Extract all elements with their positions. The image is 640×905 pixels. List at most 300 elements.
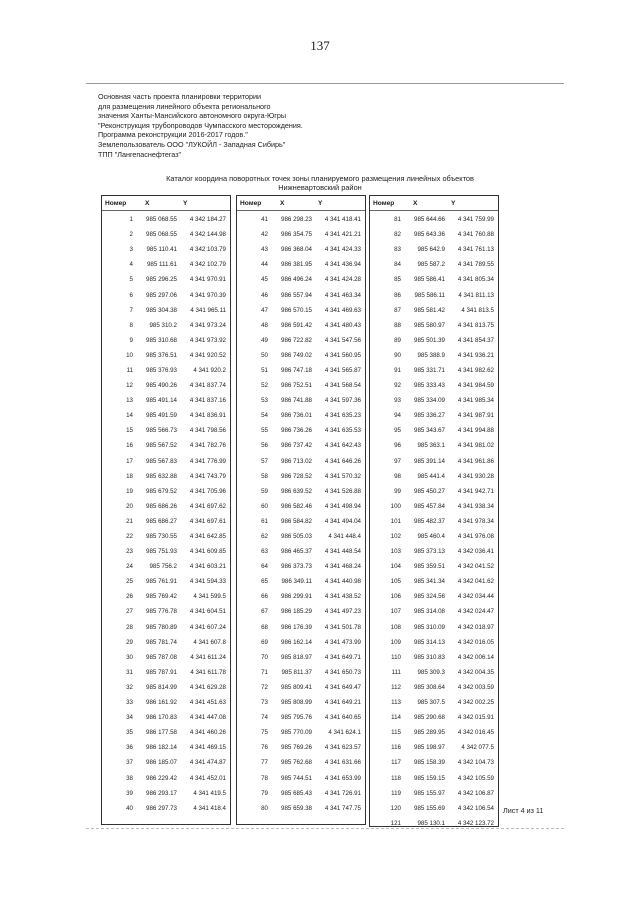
- x-coordinate: 986 373.73: [281, 563, 312, 571]
- table-row: [237, 529, 365, 544]
- point-number: 12: [126, 382, 133, 390]
- y-coordinate: 4 341 497.23: [324, 608, 361, 616]
- y-coordinate: 4 341 611.78: [190, 668, 226, 676]
- x-coordinate: 985 781.74: [146, 638, 177, 646]
- y-coordinate: 4 342 004.35: [457, 668, 494, 676]
- x-coordinate: 986 465.37: [281, 548, 312, 556]
- table-row: [370, 378, 498, 393]
- y-coordinate: 4 341 526.88: [324, 487, 361, 495]
- point-number: 65: [261, 578, 268, 586]
- table-row: [237, 680, 365, 695]
- y-coordinate: 4 341 789.55: [457, 261, 494, 269]
- table-row: [237, 363, 365, 378]
- point-number: 72: [261, 683, 268, 691]
- y-coordinate: 4 341 798.56: [189, 427, 226, 435]
- point-number: 110: [391, 653, 401, 661]
- y-coordinate: 4 341 759.99: [457, 216, 494, 224]
- header-line: "Реконструкция трубопроводов Чумпасского месторождения.: [98, 120, 303, 130]
- x-coordinate: 985 289.95: [414, 729, 445, 737]
- point-number: 11: [126, 366, 133, 374]
- point-number: 87: [394, 306, 401, 314]
- y-coordinate: 4 341 594.33: [189, 578, 226, 586]
- y-coordinate: 4 341 985.34: [457, 397, 494, 405]
- point-number: 21: [126, 517, 133, 525]
- table-row: [102, 786, 230, 801]
- x-coordinate: 985 460.4: [417, 533, 445, 541]
- point-number: 39: [126, 789, 133, 797]
- table-row: [237, 514, 365, 529]
- y-coordinate: 4 341 938.34: [457, 502, 494, 510]
- y-coordinate: 4 342 123.72: [457, 819, 494, 827]
- point-number: 109: [390, 638, 401, 646]
- table-row: [237, 393, 365, 408]
- point-number: 4: [129, 261, 133, 269]
- y-coordinate: 4 341 705.96: [189, 487, 226, 495]
- x-coordinate: 985 685.43: [281, 789, 312, 797]
- point-number: 105: [390, 578, 401, 586]
- x-coordinate: 985 290.68: [414, 714, 445, 722]
- point-number: 91: [394, 366, 401, 374]
- y-coordinate: 4 341 811.13: [458, 291, 494, 299]
- x-coordinate: 986 752.51: [281, 382, 312, 390]
- x-coordinate: 985 373.13: [414, 548, 445, 556]
- x-coordinate: 986 584.82: [281, 517, 312, 525]
- x-coordinate: 985 751.93: [146, 548, 177, 556]
- point-number: 76: [261, 744, 268, 752]
- x-coordinate: 985 814.99: [146, 683, 177, 691]
- table-row: [370, 333, 498, 348]
- table-row: [102, 333, 230, 348]
- y-coordinate: 4 341 726.91: [324, 789, 361, 797]
- table-row: [102, 287, 230, 302]
- sheet-label: Лист 4 из 11: [503, 806, 544, 815]
- point-number: 57: [261, 457, 268, 465]
- header-number: Номер: [105, 199, 127, 207]
- x-coordinate: 986 505.03: [281, 533, 312, 541]
- table-row: [370, 318, 498, 333]
- y-coordinate: 4 341 942.71: [457, 487, 494, 495]
- x-coordinate: 986 185.07: [146, 759, 177, 767]
- table-row: [102, 695, 230, 710]
- y-coordinate: 4 341 976.08: [457, 533, 494, 541]
- x-coordinate: 985 297.06: [146, 291, 177, 299]
- point-number: 2: [129, 231, 133, 239]
- x-coordinate: 985 324.56: [414, 593, 445, 601]
- y-coordinate: 4 341 813.5: [461, 306, 494, 314]
- x-coordinate: 986 349.11: [281, 578, 312, 586]
- y-coordinate: 4 341 498.94: [324, 502, 361, 510]
- y-coordinate: 4 341 747.75: [324, 804, 361, 812]
- point-number: 115: [391, 729, 401, 737]
- point-number: 56: [261, 442, 268, 450]
- point-number: 10: [126, 351, 133, 359]
- x-coordinate: 986 713.02: [281, 457, 312, 465]
- y-coordinate: 4 341 978.34: [457, 517, 494, 525]
- point-number: 20: [126, 502, 133, 510]
- table-row: [102, 680, 230, 695]
- y-coordinate: 4 341 603.21: [189, 563, 226, 571]
- x-coordinate: 985 566.73: [146, 427, 177, 435]
- y-coordinate: 4 342 106.87: [457, 789, 494, 797]
- point-number: 70: [261, 653, 268, 661]
- point-number: 59: [261, 487, 268, 495]
- table-row: [370, 484, 498, 499]
- x-coordinate: 985 501.39: [414, 336, 445, 344]
- point-number: 95: [394, 427, 401, 435]
- y-coordinate: 4 342 018.97: [457, 623, 494, 631]
- point-number: 71: [261, 668, 268, 676]
- table-row: [237, 559, 365, 574]
- y-coordinate: 4 341 961.86: [457, 457, 494, 465]
- header-y: Y: [183, 199, 188, 207]
- x-coordinate: 985 331.71: [414, 366, 445, 374]
- y-coordinate: 4 341 560.95: [324, 351, 361, 359]
- point-number: 120: [390, 804, 401, 812]
- table-row: [102, 438, 230, 453]
- coordinates-table-1: [101, 195, 231, 825]
- y-coordinate: 4 341 697.62: [189, 502, 226, 510]
- x-coordinate: 985 068.55: [146, 231, 177, 239]
- table-row: [370, 212, 498, 227]
- x-coordinate: 985 762.68: [281, 759, 312, 767]
- y-coordinate: 4 341 474.87: [189, 759, 226, 767]
- y-coordinate: 4 341 642.85: [189, 533, 226, 541]
- table-row: [370, 544, 498, 559]
- point-number: 104: [390, 563, 401, 571]
- table-row: [102, 620, 230, 635]
- point-number: 117: [391, 759, 401, 767]
- x-coordinate: 986 298.23: [281, 216, 312, 224]
- y-coordinate: 4 341 623.57: [324, 744, 361, 752]
- y-coordinate: 4 342 036.41: [457, 548, 494, 556]
- table-row: [237, 665, 365, 680]
- y-coordinate: 4 341 494.04: [324, 517, 361, 525]
- table-row: [370, 574, 498, 589]
- y-coordinate: 4 341 418.4: [193, 804, 226, 812]
- point-number: 113: [391, 699, 401, 707]
- table-row: [102, 801, 230, 816]
- x-coordinate: 985 761.91: [146, 578, 177, 586]
- x-coordinate: 985 343.67: [414, 427, 445, 435]
- x-coordinate: 985 310.2: [149, 321, 177, 329]
- table-row: [370, 423, 498, 438]
- x-coordinate: 985 744.51: [281, 774, 312, 782]
- x-coordinate: 986 177.58: [146, 729, 177, 737]
- x-coordinate: 985 567.83: [146, 457, 177, 465]
- point-number: 6: [129, 291, 133, 299]
- x-coordinate: 985 068.55: [146, 216, 177, 224]
- point-number: 18: [126, 472, 133, 480]
- point-number: 25: [126, 578, 133, 586]
- x-coordinate: 985 770.09: [281, 729, 312, 737]
- point-number: 50: [261, 351, 268, 359]
- table-row: [370, 589, 498, 604]
- point-number: 103: [390, 548, 401, 556]
- point-number: 48: [261, 321, 268, 329]
- y-coordinate: 4 341 649.71: [324, 653, 361, 661]
- header-x: X: [145, 199, 150, 207]
- point-number: 37: [126, 759, 133, 767]
- x-coordinate: 985 756.2: [149, 563, 177, 571]
- point-number: 88: [394, 321, 401, 329]
- x-coordinate: 985 795.76: [281, 714, 312, 722]
- x-coordinate: 985 587.2: [417, 261, 445, 269]
- point-number: 84: [394, 261, 401, 269]
- table-row: [237, 710, 365, 725]
- x-coordinate: 985 769.42: [146, 593, 177, 601]
- point-number: 69: [261, 638, 268, 646]
- point-number: 26: [126, 593, 133, 601]
- x-coordinate: 986 639.52: [281, 487, 312, 495]
- header-line: значения Ханты-Мансийского автономного округа-Югры: [98, 111, 287, 121]
- table-row: [102, 454, 230, 469]
- point-number: 24: [126, 563, 133, 571]
- table-row: [102, 710, 230, 725]
- point-number: 77: [261, 759, 268, 767]
- bottom-rule: [86, 828, 564, 829]
- table-row: [237, 574, 365, 589]
- x-coordinate: 985 314.08: [414, 608, 445, 616]
- y-coordinate: 4 341 460.26: [189, 729, 226, 737]
- y-coordinate: 4 341 418.41: [324, 216, 361, 224]
- table-row: [237, 755, 365, 770]
- x-coordinate: 985 310.09: [414, 623, 445, 631]
- y-coordinate: 4 341 631.66: [324, 759, 361, 767]
- x-coordinate: 985 391.14: [414, 457, 445, 465]
- point-number: 46: [261, 291, 268, 299]
- table-row: [370, 303, 498, 318]
- point-number: 119: [391, 789, 401, 797]
- point-number: 114: [391, 714, 401, 722]
- x-coordinate: 985 376.51: [146, 351, 177, 359]
- table-row: [237, 650, 365, 665]
- y-coordinate: 4 342 006.14: [457, 653, 494, 661]
- y-coordinate: 4 341 611.24: [190, 653, 226, 661]
- x-coordinate: 985 679.52: [146, 487, 177, 495]
- page-number: 137: [310, 38, 330, 53]
- y-coordinate: 4 341 930.28: [457, 472, 494, 480]
- x-coordinate: 985 333.43: [414, 382, 445, 390]
- table-body: [102, 212, 230, 816]
- table-header: [370, 196, 498, 211]
- table-row: [370, 393, 498, 408]
- point-number: 106: [390, 593, 401, 601]
- y-coordinate: 4 341 642.43: [324, 442, 361, 450]
- point-number: 32: [126, 683, 133, 691]
- y-coordinate: 4 341 607.8: [193, 638, 226, 646]
- header-x: X: [280, 199, 285, 207]
- y-coordinate: 4 341 987.91: [457, 412, 494, 420]
- point-number: 62: [261, 533, 268, 541]
- table-row: [102, 484, 230, 499]
- x-coordinate: 986 591.42: [281, 321, 312, 329]
- y-coordinate: 4 341 981.02: [457, 442, 494, 450]
- point-number: 1: [129, 216, 133, 224]
- table-row: [102, 544, 230, 559]
- table-row: [237, 257, 365, 272]
- y-coordinate: 4 341 607.24: [189, 623, 226, 631]
- y-coordinate: 4 342 144.98: [189, 231, 226, 239]
- point-number: 98: [394, 472, 401, 480]
- point-number: 28: [126, 623, 133, 631]
- table-row: [370, 363, 498, 378]
- table-row: [102, 499, 230, 514]
- point-number: 16: [126, 442, 133, 450]
- x-coordinate: 986 161.92: [146, 699, 177, 707]
- y-coordinate: 4 341 782.76: [189, 442, 226, 450]
- x-coordinate: 986 747.18: [281, 366, 312, 374]
- table-row: [102, 469, 230, 484]
- table-row: [102, 378, 230, 393]
- table-row: [102, 393, 230, 408]
- point-number: 5: [129, 276, 133, 284]
- point-number: 33: [126, 699, 133, 707]
- y-coordinate: 4 341 743.79: [189, 472, 226, 480]
- point-number: 81: [394, 216, 401, 224]
- y-coordinate: 4 341 568.54: [324, 382, 361, 390]
- x-coordinate: 986 368.04: [281, 246, 312, 254]
- point-number: 68: [261, 623, 268, 631]
- x-coordinate: 985 334.09: [414, 397, 445, 405]
- table-row: [370, 725, 498, 740]
- y-coordinate: 4 341 936.21: [457, 351, 494, 359]
- y-coordinate: 4 341 629.28: [189, 683, 226, 691]
- point-number: 99: [394, 487, 401, 495]
- y-coordinate: 4 341 424.33: [324, 246, 361, 254]
- x-coordinate: 986 381.95: [281, 261, 312, 269]
- table-row: [370, 454, 498, 469]
- y-coordinate: 4 341 653.99: [324, 774, 361, 782]
- x-coordinate: 985 158.39: [414, 759, 445, 767]
- table-row: [102, 529, 230, 544]
- point-number: 102: [390, 533, 401, 541]
- y-coordinate: 4 341 973.92: [189, 336, 226, 344]
- y-coordinate: 4 341 565.87: [324, 366, 361, 374]
- y-coordinate: 4 341 419.5: [193, 789, 226, 797]
- x-coordinate: 985 567.52: [146, 442, 177, 450]
- x-coordinate: 985 341.34: [414, 578, 445, 586]
- point-number: 61: [261, 517, 268, 525]
- point-number: 42: [261, 231, 268, 239]
- point-number: 15: [126, 427, 133, 435]
- y-coordinate: 4 341 984.59: [457, 382, 494, 390]
- y-coordinate: 4 342 016.05: [457, 638, 494, 646]
- point-number: 63: [261, 548, 268, 556]
- table-row: [370, 272, 498, 287]
- point-number: 79: [261, 789, 268, 797]
- table-row: [237, 604, 365, 619]
- point-number: 35: [126, 729, 133, 737]
- point-number: 17: [126, 457, 133, 465]
- y-coordinate: 4 342 104.73: [457, 759, 494, 767]
- table-row: [102, 740, 230, 755]
- point-number: 94: [394, 412, 401, 420]
- x-coordinate: 985 155.69: [414, 804, 445, 812]
- table-row: [237, 348, 365, 363]
- y-coordinate: 4 341 440.98: [324, 578, 361, 586]
- y-coordinate: 4 341 438.52: [324, 593, 361, 601]
- header-x: X: [413, 199, 418, 207]
- x-coordinate: 985 307.5: [417, 699, 445, 707]
- point-number: 19: [126, 487, 133, 495]
- point-number: 30: [126, 653, 133, 661]
- table-row: [102, 589, 230, 604]
- point-number: 13: [126, 397, 133, 405]
- y-coordinate: 4 341 854.37: [457, 336, 494, 344]
- y-coordinate: 4 341 920.2: [193, 366, 226, 374]
- y-coordinate: 4 341 469.63: [324, 306, 361, 314]
- table-row: [370, 755, 498, 770]
- table-row: [237, 484, 365, 499]
- point-number: 74: [261, 714, 268, 722]
- y-coordinate: 4 342 105.59: [457, 774, 494, 782]
- table-row: [102, 755, 230, 770]
- x-coordinate: 985 310.83: [414, 653, 445, 661]
- table-row: [370, 710, 498, 725]
- point-number: 73: [261, 699, 268, 707]
- y-coordinate: 4 341 640.65: [324, 714, 361, 722]
- table-row: [370, 559, 498, 574]
- table-row: [237, 589, 365, 604]
- point-number: 116: [391, 744, 401, 752]
- x-coordinate: 986 749.02: [281, 351, 312, 359]
- x-coordinate: 986 496.24: [281, 276, 312, 284]
- table-row: [237, 212, 365, 227]
- y-coordinate: 4 342 077.5: [461, 744, 494, 752]
- header-line: для размещения линейного объекта регионального: [98, 101, 271, 111]
- table-row: [370, 801, 498, 816]
- table-row: [237, 378, 365, 393]
- table-row: [370, 529, 498, 544]
- x-coordinate: 985 808.99: [281, 699, 312, 707]
- x-coordinate: 986 582.46: [281, 502, 312, 510]
- y-coordinate: 4 341 480.43: [324, 321, 361, 329]
- y-coordinate: 4 341 447.08: [189, 714, 226, 722]
- x-coordinate: 986 176.39: [281, 623, 312, 631]
- table-row: [237, 438, 365, 453]
- header-number: Номер: [240, 199, 262, 207]
- table-row: [237, 454, 365, 469]
- x-coordinate: 986 170.83: [146, 714, 177, 722]
- table-row: [102, 363, 230, 378]
- point-number: 14: [126, 412, 133, 420]
- y-coordinate: 4 341 760.88: [457, 231, 494, 239]
- x-coordinate: 985 155.97: [414, 789, 445, 797]
- y-coordinate: 4 341 837.74: [189, 382, 226, 390]
- table-row: [102, 348, 230, 363]
- x-coordinate: 986 229.42: [146, 774, 177, 782]
- table-row: [370, 650, 498, 665]
- table-header: [102, 196, 230, 211]
- x-coordinate: 985 130.1: [417, 819, 445, 827]
- y-coordinate: 4 342 015.91: [457, 714, 494, 722]
- x-coordinate: 985 388.9: [417, 351, 445, 359]
- point-number: 49: [261, 336, 268, 344]
- point-number: 86: [394, 291, 401, 299]
- x-coordinate: 985 308.64: [414, 683, 445, 691]
- table-row: [102, 604, 230, 619]
- y-coordinate: 4 341 776.99: [189, 457, 226, 465]
- x-coordinate: 985 314.13: [414, 638, 445, 646]
- y-coordinate: 4 341 609.85: [189, 548, 226, 556]
- point-number: 108: [390, 623, 401, 631]
- point-number: 31: [126, 668, 133, 676]
- table-row: [102, 770, 230, 785]
- y-coordinate: 4 341 599.5: [193, 593, 226, 601]
- y-coordinate: 4 341 650.73: [324, 668, 361, 676]
- x-coordinate: 985 296.25: [146, 276, 177, 284]
- x-coordinate: 985 457.84: [414, 502, 445, 510]
